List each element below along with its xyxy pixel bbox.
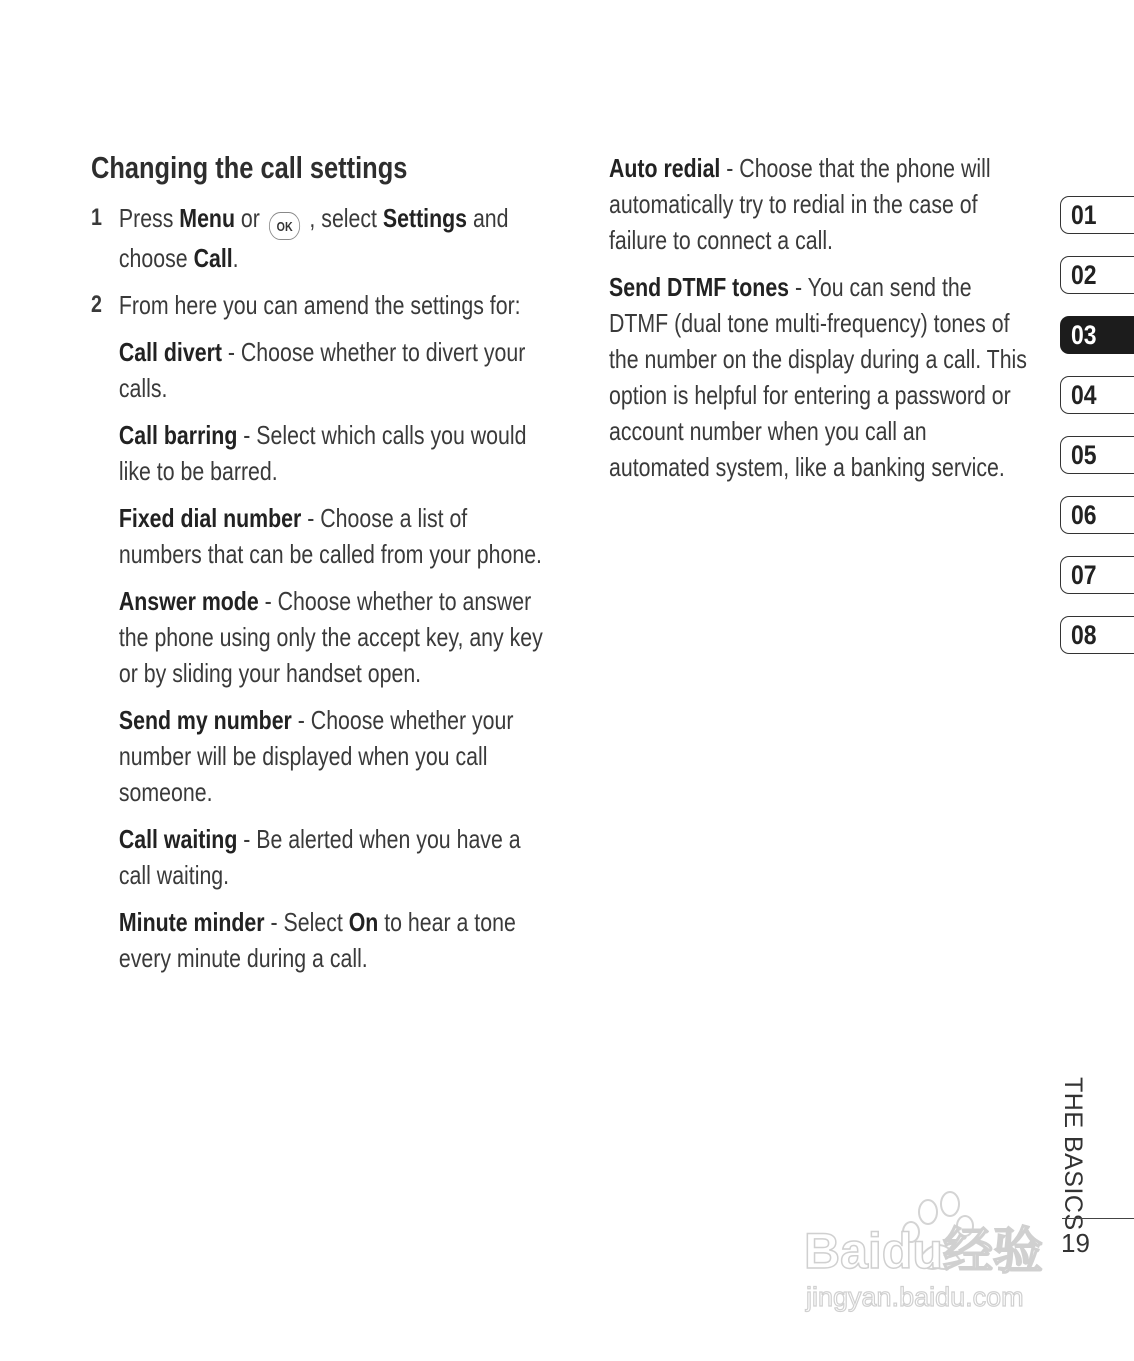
chapter-tab-05[interactable]: 05 [1060,436,1134,474]
chapter-tab-06[interactable]: 06 [1060,496,1134,534]
settings-keyword: Settings [382,203,468,233]
step-number: 1 [91,204,102,231]
page-number-divider [1062,1218,1134,1219]
chapter-tab-08[interactable]: 08 [1060,616,1134,654]
step-number: 2 [91,291,102,318]
step-1: 1 Press Menu or OK , select Settings and choose Call. [91,200,551,276]
chapter-tab-03[interactable]: 03 [1060,316,1134,354]
left-column [91,200,551,987]
chapter-tab-01[interactable]: 01 [1060,196,1134,234]
section-label: THE BASICS [1059,1077,1087,1231]
watermark-brand: Baidu经验 [804,1223,1043,1279]
call-keyword: Call [193,243,233,273]
setting-call-barring: Call barring - Select which calls you would like to be barred. [118,420,527,486]
page-heading: Changing the call settings [91,150,408,185]
setting-fixed-dial-number: Fixed dial number - Choose a list of numbers that can be called from your phone. [118,503,542,569]
chapter-tab-02[interactable]: 02 [1060,256,1134,294]
setting-call-waiting: Call waiting - Be alerted when you have a call waiting. [118,824,521,890]
step-2: 2 From here you can amend the settings for: [91,287,551,323]
setting-send-dtmf-tones: Send DTMF tones - You can send the DTMF (dual tone multi-frequency) tones of the number on the display during a call. This option is helpful for entering a password or account number when you call an automated system, like a banking service. [609,272,1027,482]
setting-minute-minder: Minute minder - Select On to hear a tone every minute during a call. [118,907,516,973]
setting-answer-mode: Answer mode - Choose whether to answer the phone using only the accept key, any key or by sliding your handset open. [118,586,543,688]
ok-key-icon: OK [269,212,300,240]
setting-call-divert: Call divert - Choose whether to divert your calls. [118,337,526,403]
chapter-tab-04[interactable]: 04 [1060,376,1134,414]
page-number: 19 [1061,1228,1090,1258]
watermark-url: jingyan.baidu.com [806,1282,1024,1312]
right-column [609,150,1029,496]
menu-keyword: Menu [179,203,235,233]
chapter-tab-07[interactable]: 07 [1060,556,1134,594]
setting-send-my-number: Send my number - Choose whether your number will be displayed when you call someone. [118,705,514,807]
setting-auto-redial: Auto redial - Choose that the phone will automatically try to redial in the case of failure to connect a call. [609,153,991,255]
baidu-watermark-logo [800,1190,1070,1320]
